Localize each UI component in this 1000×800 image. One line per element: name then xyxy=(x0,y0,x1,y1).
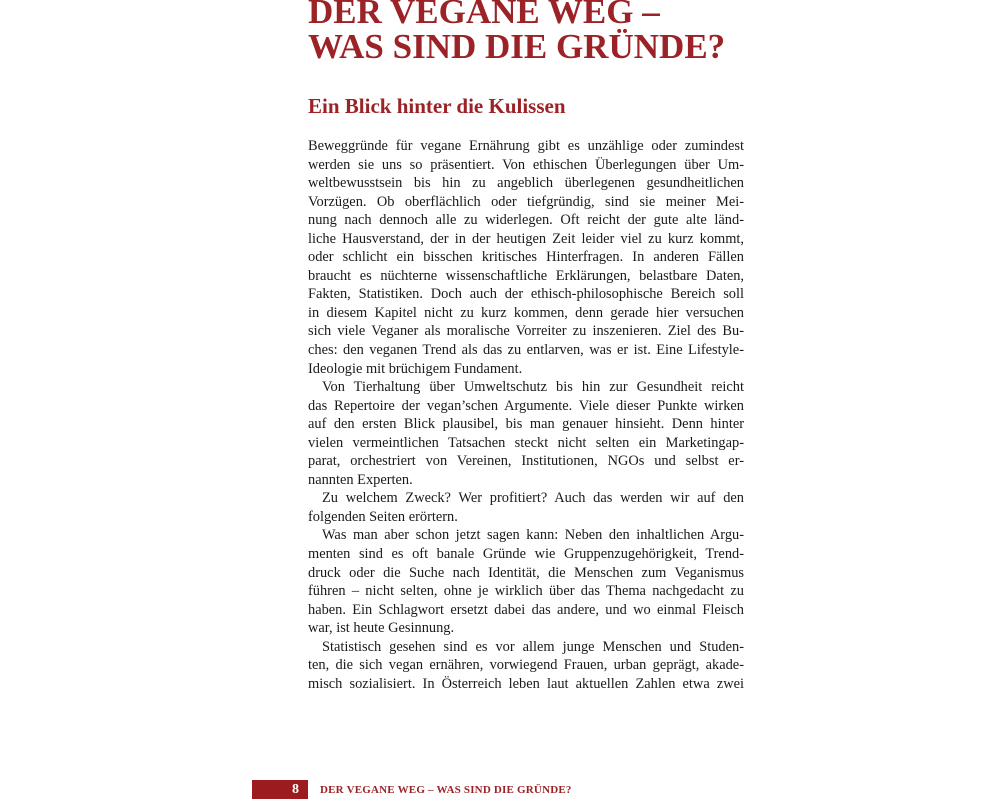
body-line: ches: den veganen Trend als das zu entlarven, was er ist. Eine Lifestyle- xyxy=(308,342,744,359)
body-text xyxy=(308,137,744,693)
body-line: führen – nicht selten, ohne je wirklich über das Thema nachgedacht zu xyxy=(308,583,744,600)
body-line: Von Tierhaltung über Umweltschutz bis hin zur Gesundheit reicht xyxy=(322,379,744,396)
body-line: haben. Ein Schlagwort ersetzt dabei das andere, und wo einmal Fleisch xyxy=(308,601,744,618)
body-line: misch sozialisiert. In Österreich leben laut aktuellen Zahlen etwa zwei xyxy=(308,675,744,692)
body-line: vielen vermeintlichen Tatsachen steckt nicht selten ein Marketingap- xyxy=(308,434,744,451)
chapter-title-line-1: DER VEGANE WEG – xyxy=(308,0,660,31)
body-line: auf den ersten Blick plausibel, bis man genauer hinsieht. Denn hinter xyxy=(308,416,744,433)
running-head: DER VEGANE WEG – WAS SIND DIE GRÜNDE? xyxy=(320,784,572,796)
body-line: oder schlicht ein bisschen kritisches Hinterfragen. In anderen Fällen xyxy=(308,249,744,266)
body-line: Fakten, Statistiken. Doch auch der ethisch-philosophische Bereich soll xyxy=(308,286,744,303)
body-line: druck oder die Suche nach Identität, die Menschen zum Veganismus xyxy=(308,564,744,581)
page-number-box xyxy=(252,780,308,799)
chapter-title xyxy=(308,0,768,64)
body-line: weltbewusstsein bis hin zu angeblich überlegenen gesundheitlichen xyxy=(308,175,744,192)
body-line: war, ist heute Gesinnung. xyxy=(308,620,455,637)
body-line: nannten Experten. xyxy=(308,471,413,488)
page-footer xyxy=(252,780,752,799)
body-line: das Repertoire der vegan’schen Argumente. Viele dieser Punkte wirken xyxy=(308,397,744,414)
page-number: 8 xyxy=(292,782,299,797)
body-line: sich viele Veganer als moralische Vorreiter zu inszenieren. Ziel des Bu- xyxy=(308,323,744,340)
section-heading: Ein Blick hinter die Kulissen xyxy=(308,94,566,118)
body-line: Statistisch gesehen sind es vor allem junge Menschen und Studen- xyxy=(322,638,744,655)
body-line: Zu welchem Zweck? Wer profitiert? Auch das werden wir auf den xyxy=(322,490,744,507)
body-line: werden sie uns so präsentiert. Von ethischen Überlegungen über Um- xyxy=(308,156,744,173)
body-line: nung nach dennoch alle zu widerlegen. Oft reicht der gute alte länd- xyxy=(308,212,744,229)
body-line: parat, orchestriert von Vereinen, Institutionen, NGOs und selbst er- xyxy=(308,453,744,470)
body-line: braucht es nüchterne wissenschaftliche Erklärungen, belastbare Daten, xyxy=(308,267,744,284)
body-line: Was man aber schon jetzt sagen kann: Neben den inhaltlichen Argu- xyxy=(322,527,744,544)
body-line: Beweggründe für vegane Ernährung gibt es unzählige oder zumindest xyxy=(308,138,744,154)
body-line: menten sind es oft banale Gründe wie Gruppenzugehörigkeit, Trend- xyxy=(308,546,744,563)
body-line: Vorzügen. Ob oberflächlich oder tiefgründig, sind sie meiner Mei- xyxy=(308,193,744,210)
body-line: Ideologie mit brüchigem Fundament. xyxy=(308,360,523,377)
chapter-title-line-2: WAS SIND DIE GRÜNDE? xyxy=(308,27,726,66)
body-line: folgenden Seiten erörtern. xyxy=(308,508,458,525)
body-line: in diesem Kapitel nicht zu kurz kommen, denn gerade hier versuchen xyxy=(308,304,744,321)
body-line: ten, die sich vegan ernähren, vorwiegend Frauen, urban geprägt, akade- xyxy=(308,657,744,674)
body-line: liche Hausverstand, der in der heutigen Zeit leider viel zu kurz kommt, xyxy=(308,230,744,247)
